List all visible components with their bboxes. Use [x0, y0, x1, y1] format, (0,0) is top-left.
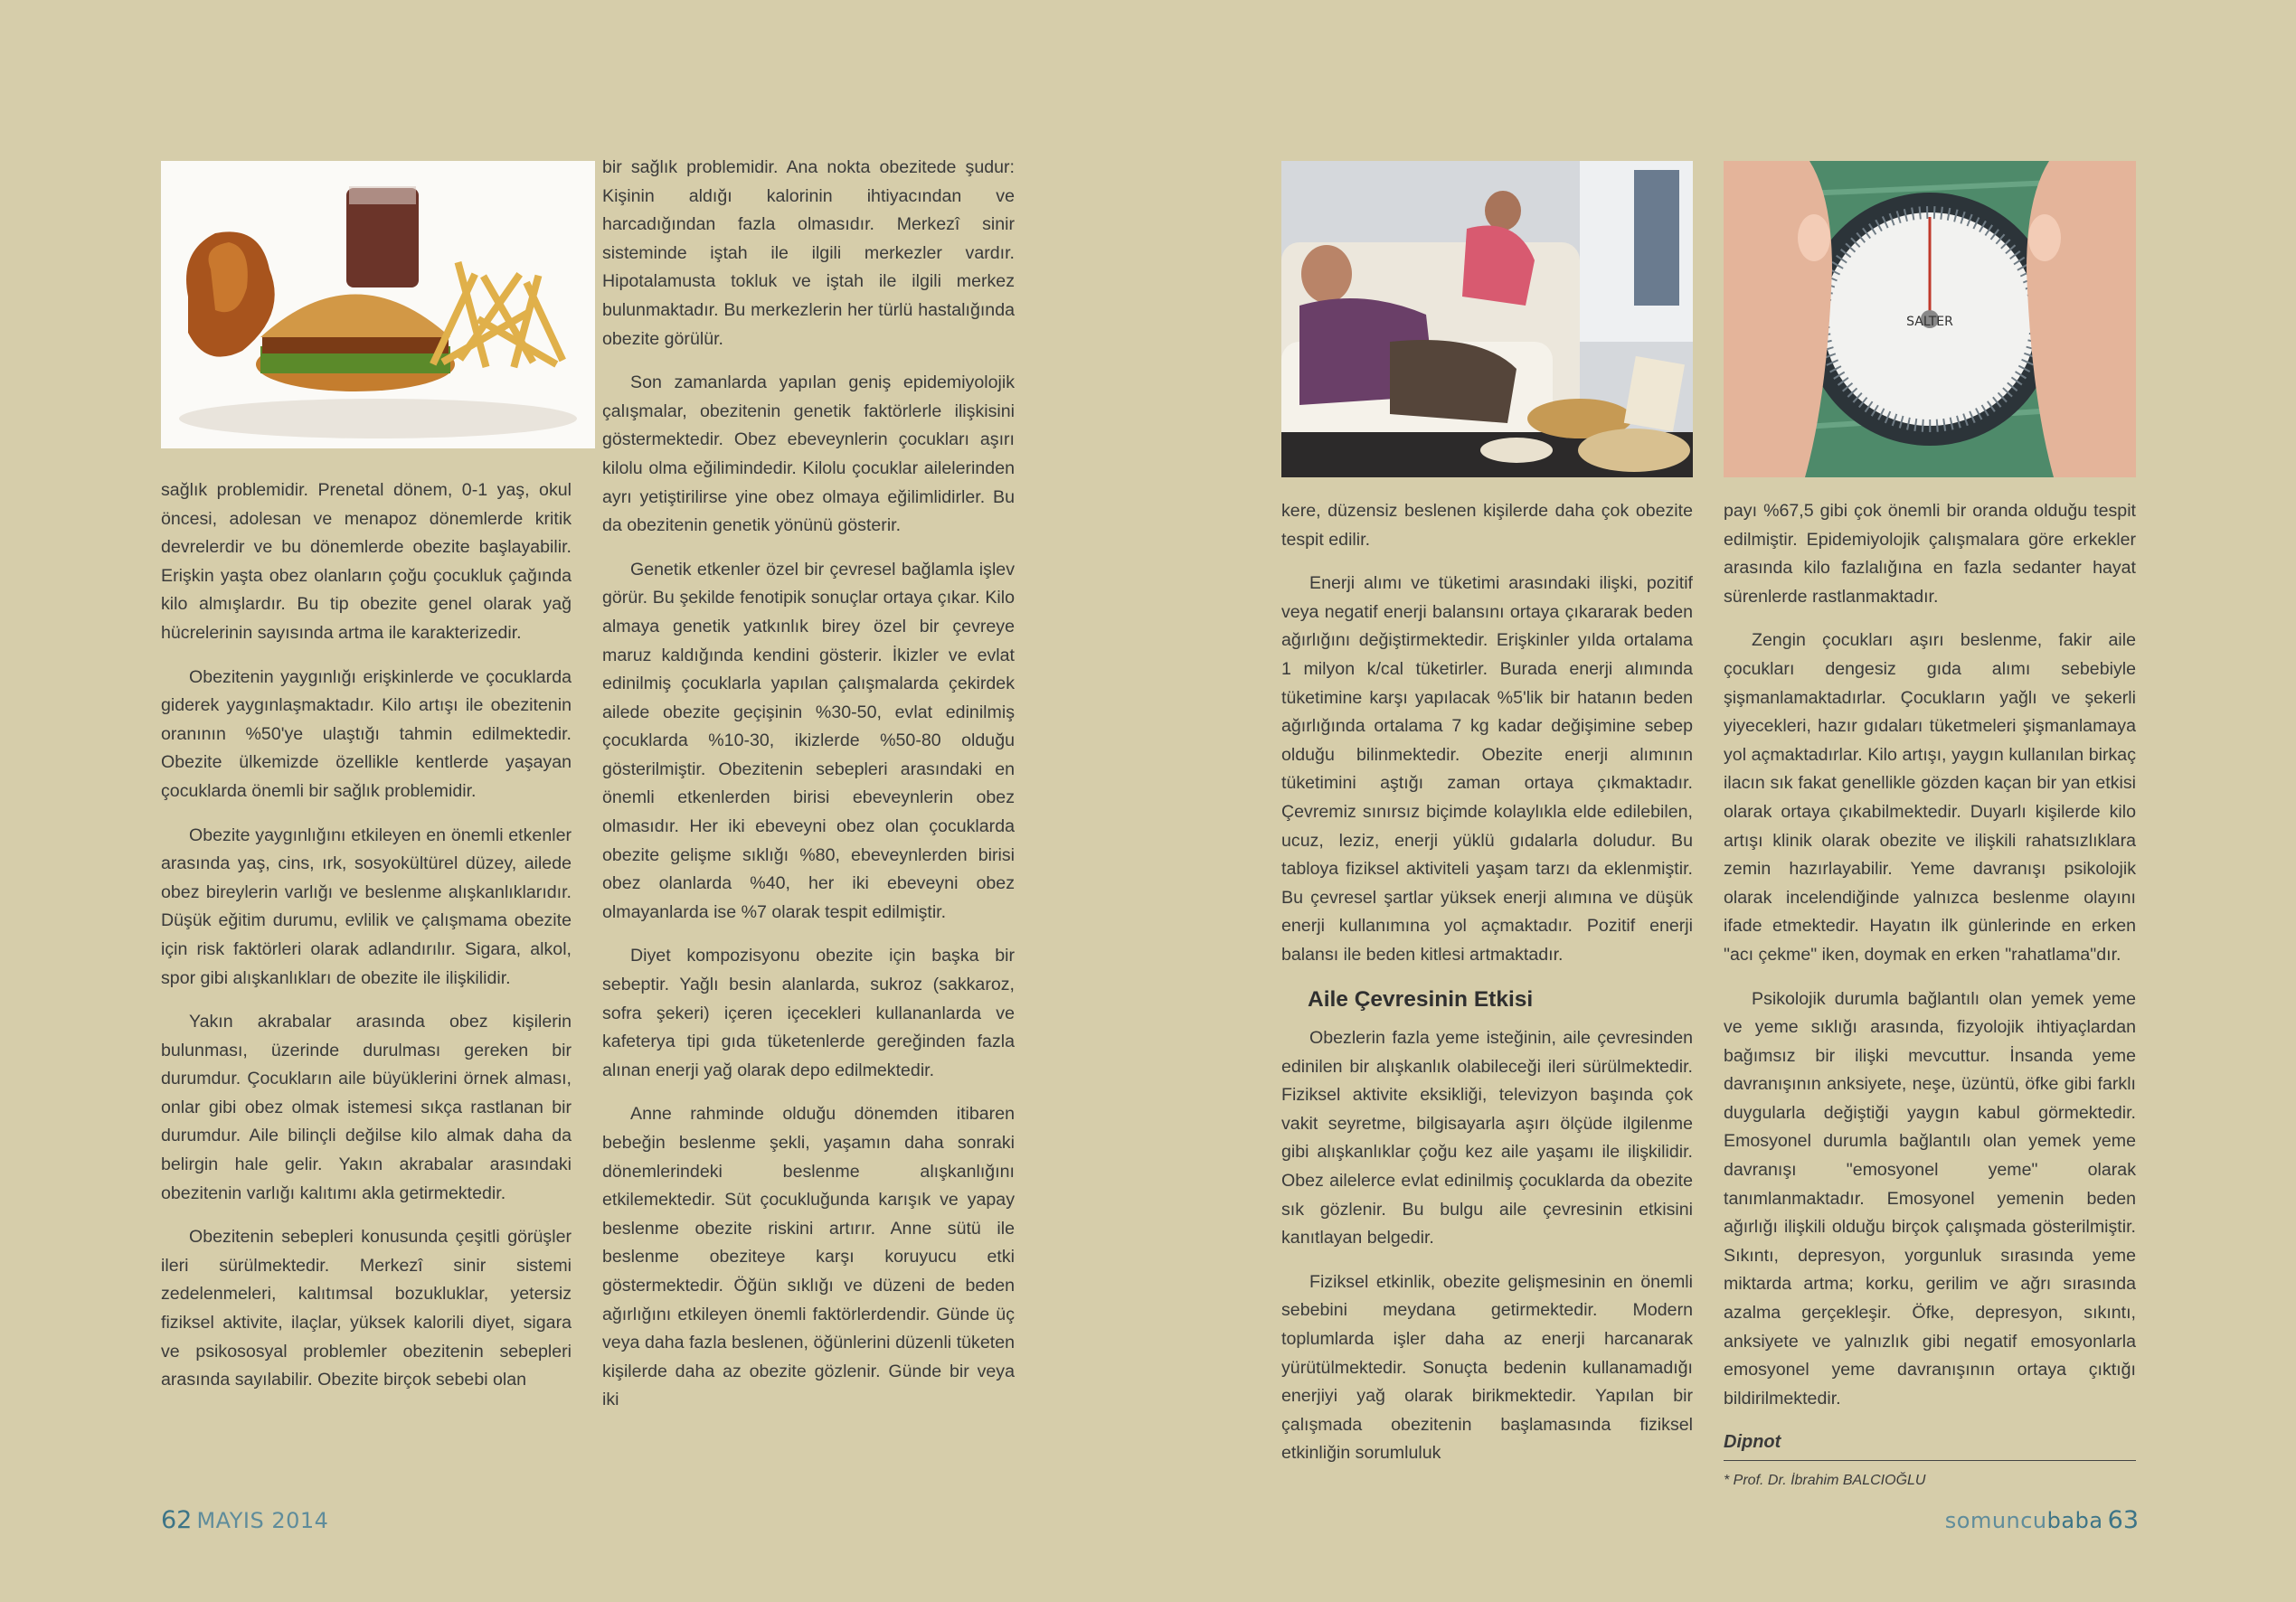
family-couch-photo — [1281, 161, 1693, 477]
paragraph: Obezitenin yaygınlığı erişkinlerde ve çocuklarda giderek yaygınlaşmaktadır. Kilo artışı ile obezitenin oranının %50'ye ulaştığı tahmin edilmektedir. Obezite ülkemizde özellikle kentlerde yaşayan çocuklarda önemli bir sağlık problemidir. — [161, 666, 572, 801]
paragraph: Zengin çocukları aşırı beslenme, fakir aile çocukları dengesiz gıda alımı sebebiyle şişmanlamaktadırlar. Çocukların yağlı ve şekerli yiyecekleri, hazır gıdaları tüketmeleri şişmanlamaya yol açmaktadırlar. Kilo artışı, yaygın kullanılan birkaç ilacın sık fakat genellikle gözden kaçan bir yan etkisi olarak ortaya çıkabilmektedir. Duyarlı kişilerde kilo artışı klinik olarak obezite ve ilişkili rahatsızlıklara zemin hazırlayabilir. Yeme davranışı psikolojik olarak incelendiğinde yalnızca beslenme olayını ifade etmektedir. Hayatın ilk günlerinde en erken "acı çekme" iken, doymak en erken "rahatlama"dır. — [1724, 630, 2136, 965]
page-number: 62 — [161, 1506, 193, 1534]
paragraph: Psikolojik durumla bağlantılı olan yemek yeme ve yeme sıklığı arasında, fizyolojik ihtiyaçlardan bağımsız bir ilişki mevcuttur. İnsanda yeme davranışının anksiyete, neşe, üzüntü, öfke gibi farklı duygularla değiştiği yaygın kabul görmektedir. Emosyonel durumla bağlantılı olan yemek yeme davranışı "emosyonel yeme" olarak tanımlanmaktadır. Emosyonel yemenin beden ağırlığı ilişkili olduğu birçok çalışmada gösterilmiştir. Sıkıntı, depresyon, yorgunluk sırasında yeme miktarda artma; korku, gerilim ve ağrı sırasında azalma gerçekleşir. Öfke, depresyon, sıkıntı, anksiyete ve yalnızlık gibi negatif emosyonlarla emosyonel yeme davranışının ortaya çıktığı bildirilmektedir. — [1724, 988, 2136, 1409]
left-folio — [161, 1506, 328, 1534]
column-3 — [1281, 497, 1693, 1484]
magazine-brand-b: baba — [2046, 1508, 2103, 1533]
fast-food-photo — [161, 161, 595, 448]
magazine-brand-a: somuncu — [1944, 1508, 2047, 1533]
paragraph: Anne rahminde olduğu dönemden itibaren bebeğin beslenme şekli, yaşamın daha sonraki dönemlerindeki beslenme alışkanlığını etkilemektedir. Süt çocukluğunda karışık ve yapay beslenme obezite riskini artırır. Anne sütü ile beslenme obeziteye karşı koruyucu etki göstermektedir. Öğün sıklığı ve düzeni de beden ağırlığını etkileyen önemli faktörlerdendir. Günde üç veya daha fazla beslenen, öğünlerini düzenli tüketen kişilerde daha az obezite gözlenir. Günde bir veya iki — [602, 1104, 1015, 1410]
paragraph: kere, düzensiz beslenen kişilerde daha çok obezite tespit edilir. — [1281, 501, 1693, 550]
paragraph: Son zamanlarda yapılan geniş epidemiyolojik çalışmalar, obezitenin genetik faktörlerle ilişkisini göstermektedir. Obez ebeveynlerin çocukları aşırı kilolu olma eğilimindedir. Kilolu çocuklar ailelerinden ayrı yetiştirilirse yine obez olmaya eğilimlidirler. Bu da obezitenin genetik yönünü gösterir. — [602, 372, 1015, 536]
scale-brand: SALTER — [1906, 315, 1953, 329]
paragraph: Yakın akrabalar arasında obez kişilerin bulunması, üzerinde durulması gereken bir durumdur. Çocukların aile büyüklerini örnek alması, onlar gibi obez olmak istemesi sıkça rastlanan bir durumdur. Aile bilinçli değilse kilo almak daha da belirgin hale gelir. Yakın akrabalar arasındaki obezitenin varlığı kalıtımı akla getirmektedir. — [161, 1012, 572, 1203]
paragraph: payı %67,5 gibi çok önemli bir oranda olduğu tespit edilmiştir. Epidemiyolojik çalışmalara göre erkekler arasında kilo fazlalığına en fazla sedanter hayat sürenlerde rastlanmaktadır. — [1724, 501, 2136, 607]
paragraph: sağlık problemidir. Prenetal dönem, 0-1 yaş, okul öncesi, adolesan ve menapoz dönemlerde kritik devrelerdir ve bu dönemlerde obezite başlayabilir. Erişkin yaşta obez olanların çoğu çocukluk çağında kilo almışlardır. Bu tip obezite genel olarak yağ hücrelerinin sayısında artma ile karakterizedir. — [161, 480, 572, 643]
column-2 — [602, 154, 1015, 1430]
column-1 — [161, 476, 572, 1410]
right-folio — [1945, 1506, 2139, 1534]
paragraph: Genetik etkenler özel bir çevresel bağlamla işlev görür. Bu şekilde fenotipik sonuçlar ortaya çıkar. Kilo almaya genetik yatkınlık birey özel bir çevreye maruz kaldığında kendini gösterir. İkizler ve evlat edinilmiş çocuklarla yapılan çalışmalarda çekirdek ailede obezite geçişinin %30-50, evlat edinilmiş çocuklarda %10-30, ikizlerde %50-80 olduğu gösterilmiştir. Obezitenin sebepleri arasındaki en önemli etkenlerden birisi ebeveynlerin obez olmasıdır. Her iki ebeveyni obez olan çocuklarda obezite gelişme sıklığı %80, ebeveynlerden birisi obez olanlarda %40, her iki ebeveyni obez olmayanlarda ise %7 olarak tespit edilmiştir. — [602, 559, 1015, 922]
paragraph: Diyet kompozisyonu obezite için başka bir sebeptir. Yağlı besin alanlarda, sukroz (sakkaroz, sofra şekeri) içeren içecekleri kullananlarda ve kafeterya tipi gıda tüketenlerde gereğinden fazla alınan enerji yağ olarak depo edilmektedir. — [602, 946, 1015, 1080]
paragraph: Obezite yaygınlığını etkileyen en önemli etkenler arasında yaş, cins, ırk, sosyokültürel düzey, ailede obez bireylerin varlığı ve beslenme alışkanlıklarıdır. Düşük eğitim durumu, evlilik ve çalışmama obezite için risk faktörleri olarak adlandırılır. Sigara, alkol, spor gibi alışkanlıkları de obezite ile ilişkilidir. — [161, 825, 572, 988]
paragraph: Fiziksel etkinlik, obezite gelişmesinin en önemli sebebini meydana getirmektedir. Modern toplumlarda işler daha az enerji harcanarak yürütülmektedir. Sonuçta bedenin kullanamadığı enerjiyi yağ olarak birikmektedir. Yapılan bir çalışmada obezitenin başlamasında fiziksel etkinliğin sorumluluk — [1281, 1271, 1693, 1464]
footnote-title: Dipnot — [1724, 1428, 2136, 1461]
issue-date: MAYIS 2014 — [196, 1508, 329, 1533]
paragraph: bir sağlık problemidir. Ana nokta obezitede şudur: Kişinin aldığı kalorinin ihtiyacından ve harcadığından fazla olmasıdır. Merkezî sinir sisteminde iştah ile ilgili merkezler vardır. Hipotalamusta tokluk ve iştah ile ilgili merkez bulunmaktadır. Bu merkezlerin her türlü hastalığında obezite görülür. — [602, 157, 1015, 349]
bathroom-scale-photo — [1724, 161, 2136, 477]
column-4 — [1724, 497, 2136, 1495]
section-heading: Aile Çevresinin Etkisi — [1308, 986, 1534, 1012]
paragraph: Obezlerin fazla yeme isteğinin, aile çevresinden edinilen bir alışkanlık olabileceği ileri sürülmektedir. Fiziksel aktivite eksikliği, televizyon başında çok vakit seyretme, bilgisayarla aşırı ölçüde ilgilenme gibi alışkanlıklar çoğu kez aile yaşamı ile ilişkilidir. Obez ailelerce evlat edinilmiş çocuklarda da obezite sık gözlenir. Bu bulgu aile çevresinin etkisini kanıtlayan belgedir. — [1281, 1028, 1693, 1249]
page-number: 63 — [2107, 1506, 2139, 1534]
paragraph: Enerji alımı ve tüketimi arasındaki ilişki, pozitif veya negatif enerji balansını ortaya çıkararak beden ağırlığını değiştirmektedir. Erişkinler yılda ortalama 1 milyon k/cal tüketirler. Burada enerji alımında tüketimine karşı yapılacak %5'lik bir hatanın beden ağırlığında ortalama 7 kg kadar değişimine sebep olduğu bilinmektedir. Obezite enerji alımının tüketimini aştığı zaman ortaya çıkmaktadır. Çevremiz sınırsız biçimde kolaylıkla elde edilebilen, ucuz, leziz, enerji yüklü gıdalarla doludur. Bu tabloya fiziksel aktiviteli yaşam tarzı da eklenmiştir. Bu çevresel şartlar yüksek enerji alımına ve düşük enerji kullanımına yol açmaktadır. Pozitif enerji balansı ile beden kitlesi artmaktadır. — [1281, 573, 1693, 965]
footnote-text: * Prof. Dr. İbrahim BALCIOĞLU — [1724, 1473, 1926, 1488]
paragraph: Obezitenin sebepleri konusunda çeşitli görüşler ileri sürülmektedir. Merkezî sinir sistemi zedelenmeleri, kalıtımsal bozukluklar, yetersiz fiziksel aktivite, ilaçlar, yüksek kalorili diyet, sigara ve psikososyal problemler obezitenin sebepleri arasında sayılabilir. Obezite birçok sebebi olan — [161, 1227, 572, 1390]
